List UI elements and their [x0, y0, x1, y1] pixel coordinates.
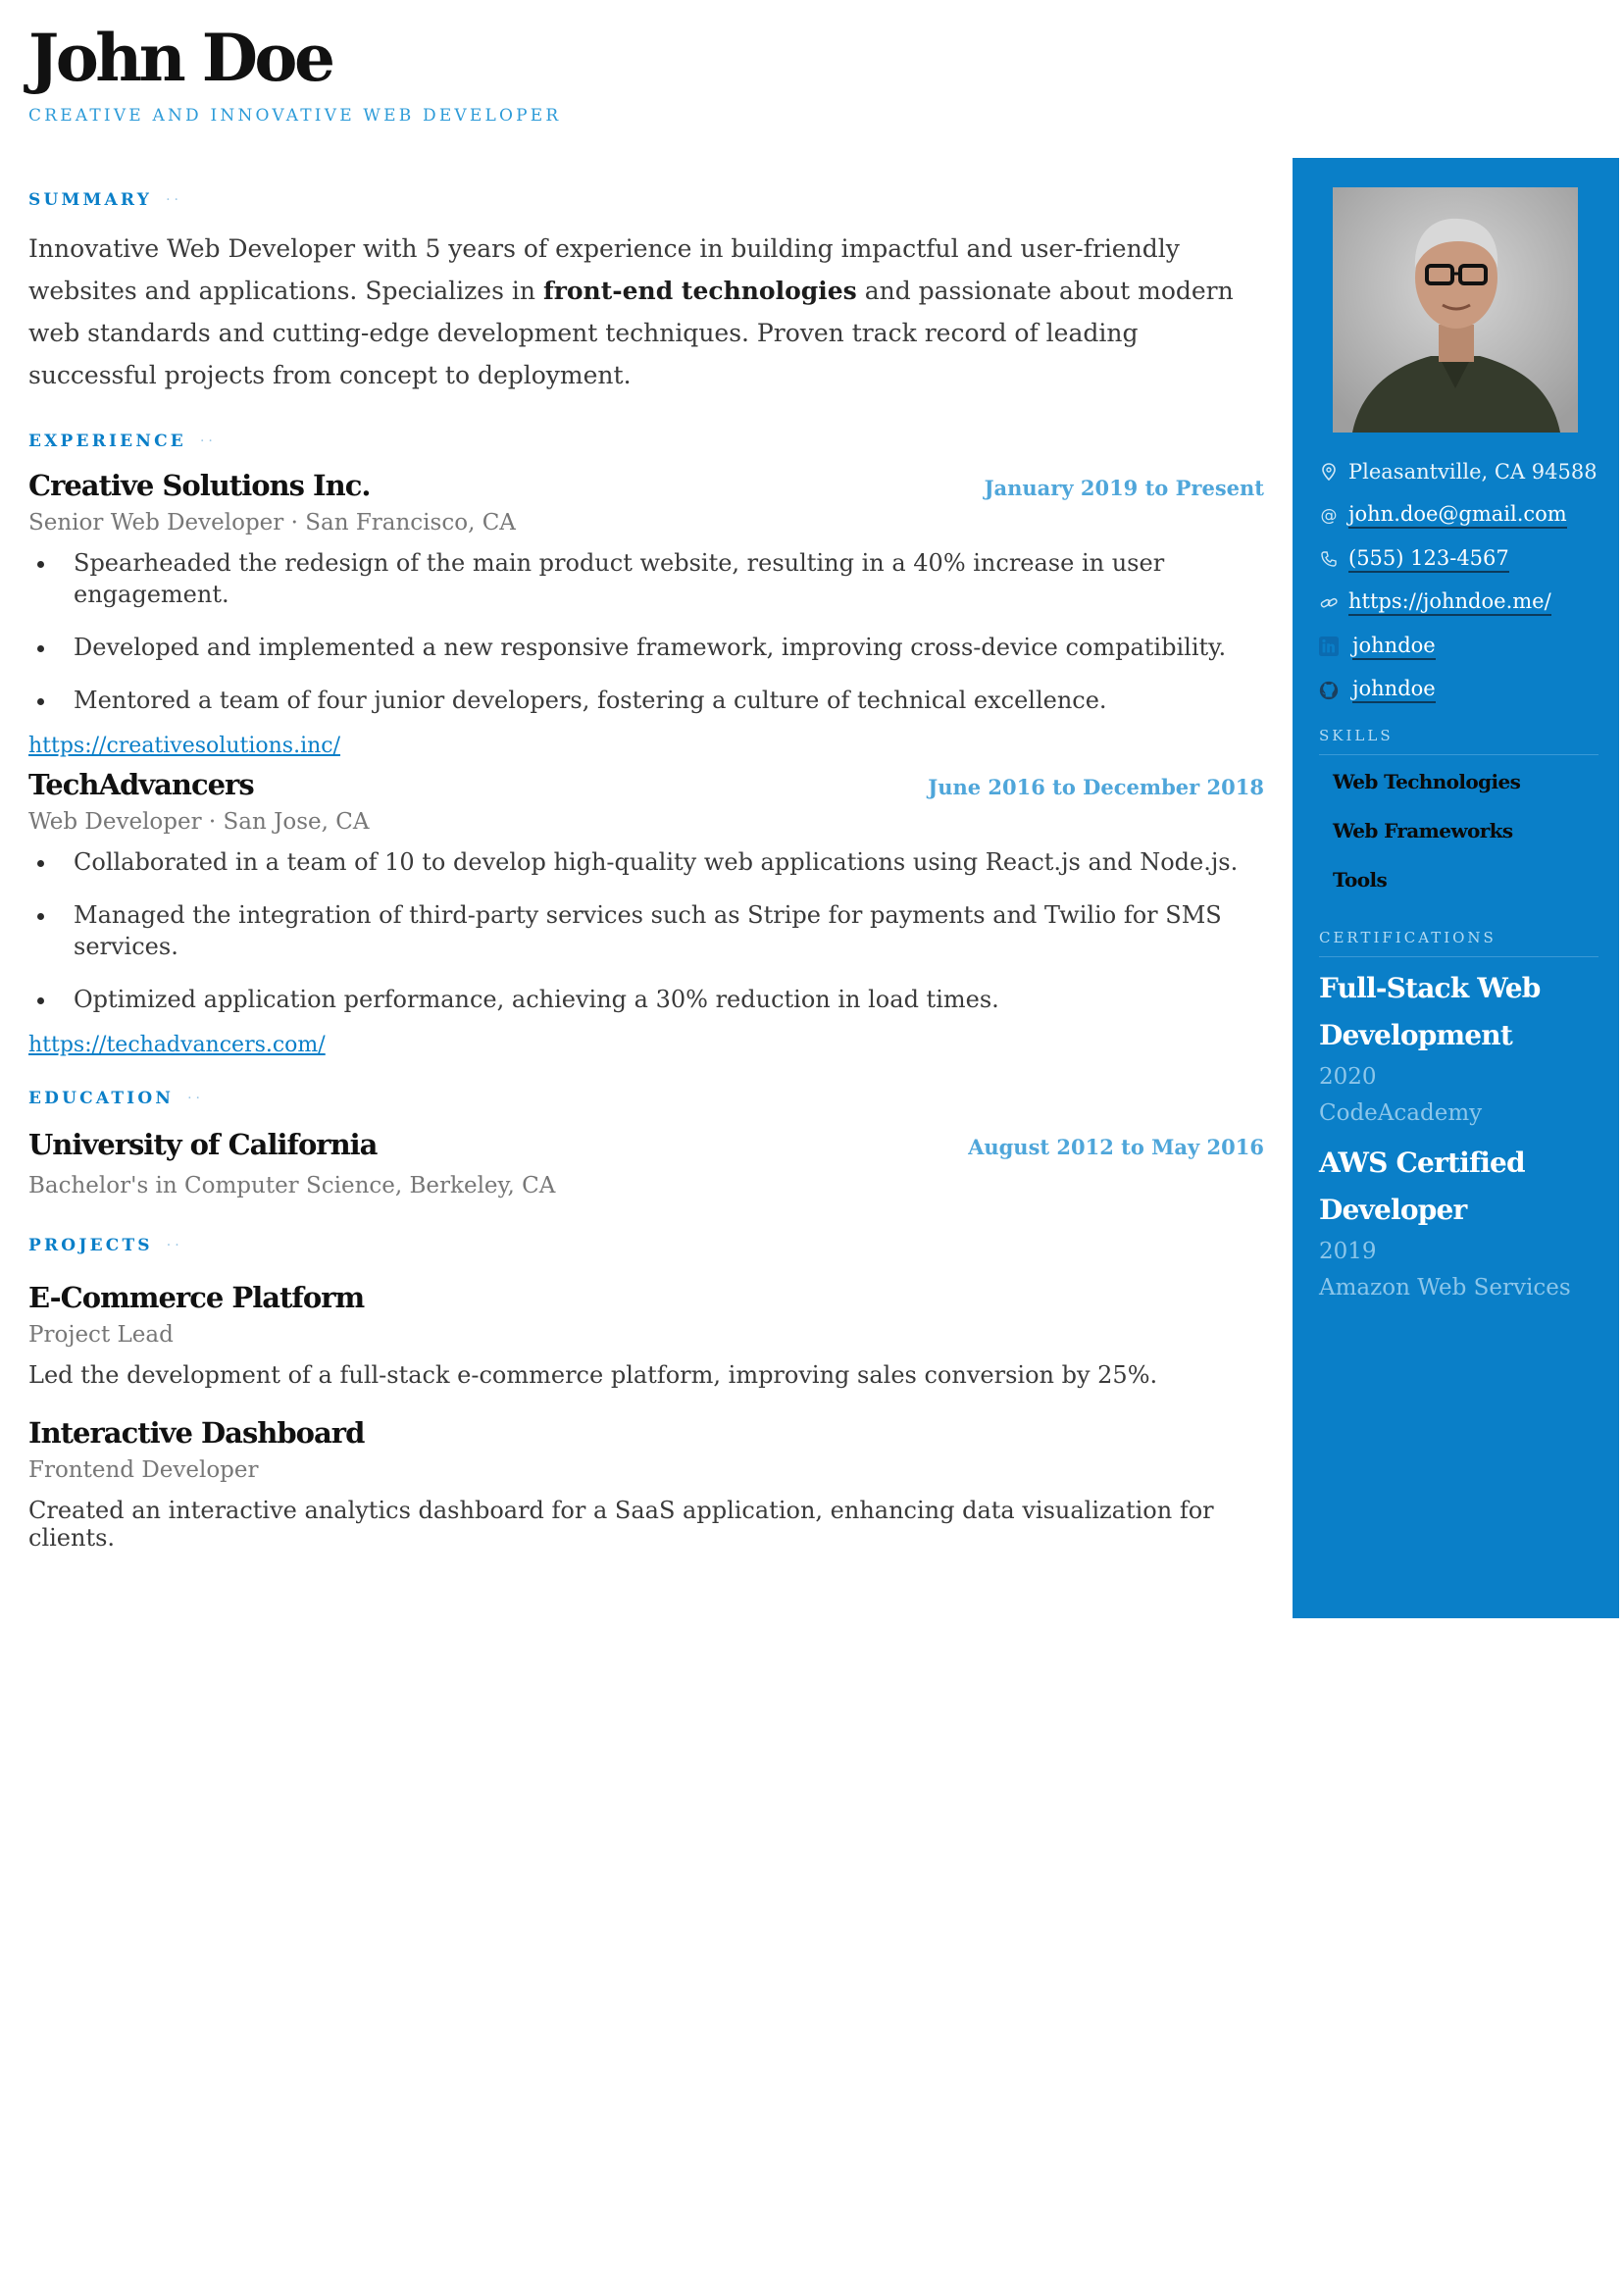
project-entry	[28, 1281, 1264, 1389]
link-icon	[1319, 596, 1339, 610]
certification-year: 2020	[1319, 1064, 1377, 1090]
project-description: Created an interactive analytics dashboard for a SaaS application, enhancing data visualization for clients.	[28, 1497, 1214, 1552]
section-title-education-label: EDUCATION	[28, 1089, 175, 1108]
skill-item: Tools	[1333, 868, 1388, 892]
contact-phone[interactable]	[1319, 537, 1603, 582]
project-description: Led the development of a full-stack e-commerce platform, improving sales conversion by 25%.	[28, 1361, 1158, 1389]
position: Senior Web Developer	[28, 510, 284, 535]
company-link[interactable]: https://creativesolutions.inc/	[28, 734, 341, 758]
linkedin-icon	[1319, 636, 1339, 657]
github-link[interactable]: johndoe	[1352, 677, 1436, 703]
certification-entry	[1319, 965, 1603, 1132]
sidebar	[1293, 158, 1619, 1618]
list-item: Optimized application performance, achieving a 30% reduction in load times.	[28, 984, 1264, 1015]
school-name: University of California	[28, 1128, 378, 1161]
certification-entry	[1319, 1140, 1603, 1306]
section-title-skills: SKILLS	[1319, 727, 1599, 755]
experience-head	[28, 768, 1264, 801]
skill-item: Web Technologies	[1333, 770, 1521, 793]
certification-issuer: CodeAcademy	[1319, 1100, 1483, 1126]
position: Web Developer	[28, 809, 202, 835]
experience-entry	[28, 469, 1264, 758]
certifications-list	[1319, 965, 1603, 1314]
contact-website[interactable]	[1319, 582, 1603, 626]
list-item: Mentored a team of four junior developers, fostering a culture of technical excellence.	[28, 685, 1264, 716]
project-title: Interactive Dashboard	[28, 1416, 365, 1450]
headline: CREATIVE AND INNOVATIVE WEB DEVELOPER	[28, 106, 562, 126]
section-title-projects	[28, 1222, 1264, 1269]
project-title: E-Commerce Platform	[28, 1281, 365, 1314]
experience-bullets	[28, 547, 1264, 716]
project-role: Project Lead	[28, 1322, 174, 1348]
summary-bold: front-end technologies	[542, 277, 857, 305]
summary-before: Innovative Web Developer with 5 years of experience in building impactful and user-friendly websites and applications. Specializes in	[28, 234, 1180, 305]
section-title-summary	[28, 177, 1264, 224]
experience-head	[28, 469, 1264, 502]
section-dots-decoration: ··	[199, 433, 217, 449]
education-entry	[28, 1128, 1264, 1198]
location: San Jose, CA	[223, 809, 370, 835]
website-link[interactable]: https://johndoe.me/	[1348, 589, 1551, 616]
experience-date: June 2016 to December 2018	[928, 775, 1264, 799]
linkedin-link[interactable]: johndoe	[1352, 634, 1436, 660]
location-text: Pleasantville, CA 94588	[1348, 460, 1598, 484]
list-item: Managed the integration of third-party services such as Stripe for payments and Twilio for SMS services.	[28, 899, 1264, 962]
section-title-summary-label: SUMMARY	[28, 190, 153, 210]
experience-bullets	[28, 846, 1264, 1015]
phone-icon	[1319, 551, 1339, 567]
degree: Bachelor's in Computer Science, Berkeley, CA	[28, 1173, 556, 1198]
company-name: TechAdvancers	[28, 768, 254, 801]
location: San Francisco, CA	[305, 510, 516, 535]
at-icon: @	[1320, 505, 1338, 526]
education-date: August 2012 to May 2016	[968, 1135, 1264, 1159]
summary-text	[28, 228, 1264, 396]
section-dots-decoration: ··	[166, 192, 182, 208]
company-name: Creative Solutions Inc.	[28, 469, 371, 502]
certification-issuer: Amazon Web Services	[1319, 1275, 1571, 1300]
project-role: Frontend Developer	[28, 1457, 259, 1483]
education-head	[28, 1128, 1264, 1161]
list-item: Collaborated in a team of 10 to develop high-quality web applications using React.js and Node.js.	[28, 846, 1264, 878]
skill-item: Web Frameworks	[1333, 819, 1513, 842]
section-dots-decoration: ··	[187, 1091, 204, 1106]
email-link[interactable]: john.doe@gmail.com	[1348, 502, 1567, 529]
list-item: Developed and implemented a new responsive framework, improving cross-device compatibility.	[28, 632, 1264, 663]
profile-photo-illustration	[1333, 187, 1578, 433]
contact-email[interactable]	[1319, 494, 1603, 538]
section-title-experience-label: EXPERIENCE	[28, 432, 186, 451]
resume-header	[28, 22, 561, 126]
section-title-projects-label: PROJECTS	[28, 1236, 153, 1255]
phone-link[interactable]: (555) 123-4567	[1348, 546, 1509, 573]
certification-name: Full-Stack Web Development	[1319, 972, 1541, 1051]
profile-photo	[1333, 187, 1578, 433]
project-entry	[28, 1416, 1264, 1552]
main-column	[28, 177, 1264, 1552]
skills-list	[1333, 770, 1520, 917]
contact-list	[1319, 450, 1603, 712]
section-title-experience	[28, 418, 1264, 465]
person-name: John Doe	[28, 20, 332, 96]
company-link[interactable]: https://techadvancers.com/	[28, 1033, 326, 1057]
list-item: Spearheaded the redesign of the main product website, resulting in a 40% increase in user engagement.	[28, 547, 1264, 610]
summary-after: and passionate about modern web standards and cutting-edge development techniques. Proven track record of leading successful projects from concept to deployment.	[28, 277, 1234, 389]
certification-name: AWS Certified Developer	[1319, 1147, 1525, 1226]
experience-date: January 2019 to Present	[984, 476, 1264, 500]
contact-linkedin[interactable]	[1319, 625, 1603, 669]
experience-position-line: Senior Web Developer · San Francisco, CA	[28, 510, 516, 535]
section-title-certifications: CERTIFICATIONS	[1319, 929, 1599, 957]
github-icon	[1319, 679, 1339, 702]
map-pin-icon	[1319, 463, 1339, 481]
section-title-education	[28, 1075, 1264, 1122]
contact-github[interactable]	[1319, 669, 1603, 713]
experience-position-line: Web Developer · San Jose, CA	[28, 809, 370, 835]
certification-year: 2019	[1319, 1239, 1377, 1264]
experience-entry	[28, 768, 1264, 1057]
contact-location	[1319, 450, 1603, 494]
section-dots-decoration: ··	[166, 1238, 183, 1253]
